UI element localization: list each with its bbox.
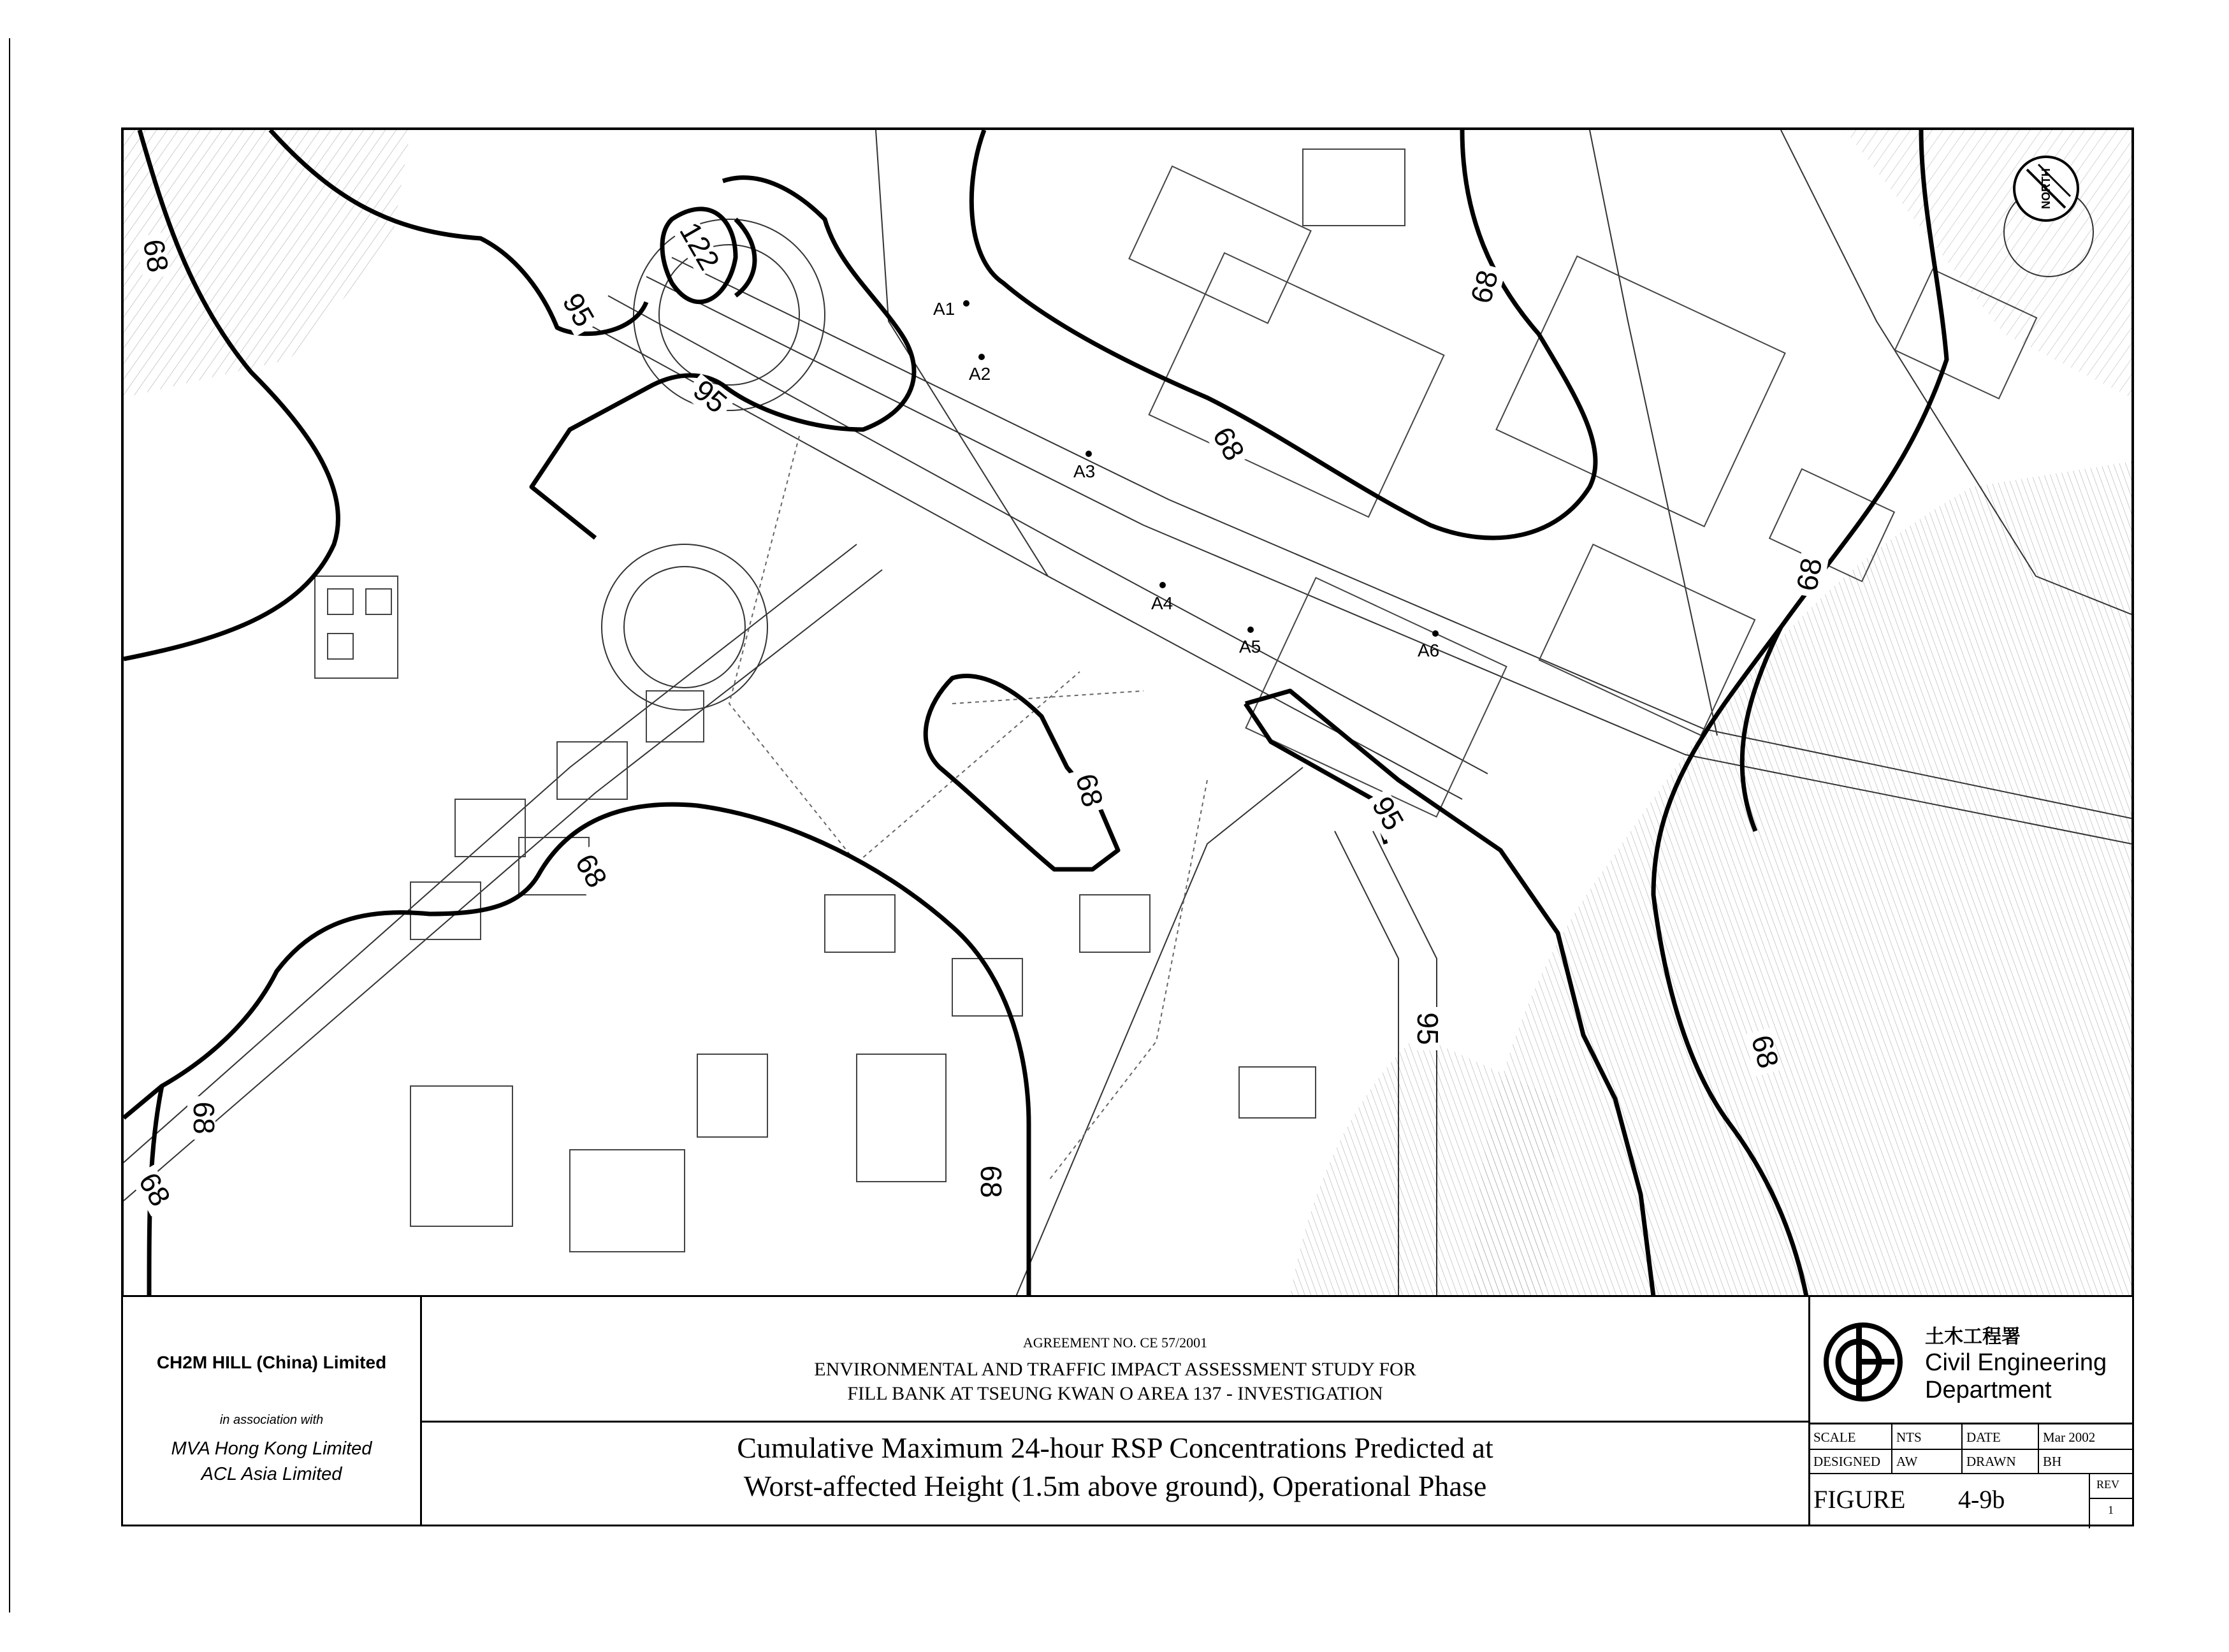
- contour-label-68: 68: [1206, 421, 1252, 467]
- contour-label-95: 95: [556, 287, 602, 333]
- department-name-line1: Civil Engineering: [1925, 1349, 2107, 1376]
- receiver-a1-marker: [963, 300, 969, 307]
- contour-label-68: 68: [136, 236, 175, 275]
- receiver-a1-label: A1: [933, 299, 955, 319]
- association-text: in association with: [219, 1413, 324, 1427]
- scale-value: NTS: [1896, 1430, 1922, 1445]
- rev-label: REV: [2096, 1478, 2119, 1491]
- receiver-a6-label: A6: [1418, 641, 1440, 660]
- receiver-a5-label: A5: [1239, 637, 1261, 656]
- designed-label: DESIGNED: [1813, 1454, 1880, 1469]
- consultant-name: CH2M HILL (China) Limited: [156, 1352, 387, 1372]
- receiver-a2-marker: [978, 354, 985, 360]
- rev-value: 1: [2108, 1503, 2114, 1516]
- site-boundaries: [729, 436, 1207, 1182]
- page-edge-line: [9, 38, 10, 1612]
- north-arrow-label: NORTH: [2040, 168, 2052, 209]
- drawing-info-grid: [1808, 1423, 2134, 1526]
- agreement-number: AGREEMENT NO. CE 57/2001: [1022, 1335, 1208, 1351]
- designed-value: AW: [1896, 1454, 1918, 1469]
- contour-label-95: 95: [1365, 790, 1411, 836]
- partner-acl: ACL Asia Limited: [201, 1464, 342, 1484]
- figure-number: 4-9b: [1958, 1485, 2005, 1514]
- contour-label-68: 68: [1463, 266, 1505, 307]
- date-value: Mar 2002: [2043, 1430, 2096, 1445]
- receiver-a5-marker: [1247, 627, 1254, 633]
- contour-label-68: 68: [569, 848, 614, 894]
- north-arrow: [2014, 157, 2078, 221]
- drawn-value: BH: [2043, 1454, 2062, 1469]
- receiver-a2-label: A2: [969, 364, 991, 384]
- partner-mva: MVA Hong Kong Limited: [171, 1438, 372, 1459]
- department-name-line2: Department: [1925, 1377, 2052, 1403]
- receiver-a4-marker: [1159, 582, 1166, 588]
- figure-label: FIGURE: [1813, 1485, 1906, 1514]
- receiver-a3-marker: [1085, 451, 1092, 457]
- contour-95-loop: [1245, 704, 1386, 844]
- contour-68-southwest: [124, 804, 1029, 1296]
- receiver-a6-marker: [1432, 630, 1439, 637]
- drawn-label: DRAWN: [1966, 1454, 2016, 1469]
- study-title-line1: ENVIRONMENTAL AND TRAFFIC IMPACT ASSESSMENT STUDY FOR: [814, 1359, 1416, 1380]
- contour-label-95: 95: [1411, 1012, 1444, 1045]
- contour-label-68: 68: [187, 1101, 221, 1134]
- date-label: DATE: [1966, 1430, 2001, 1445]
- receiver-a3-label: A3: [1073, 461, 1096, 481]
- contour-label-68: 68: [975, 1165, 1008, 1198]
- contour-label-68: 68: [1069, 770, 1110, 811]
- contour-map: [124, 130, 2131, 1296]
- contour-label-68: 68: [132, 1166, 178, 1212]
- contour-label-68: 68: [1745, 1031, 1786, 1072]
- study-title-line2: FILL BANK AT TSEUNG KWAN O AREA 137 - INVESTIGATION: [847, 1383, 1383, 1404]
- department-chinese-name: 土木工程署: [1925, 1326, 2021, 1348]
- contour-95-main: [532, 178, 914, 538]
- scale-label: SCALE: [1813, 1430, 1856, 1445]
- hillside-hatching: [124, 130, 2131, 1296]
- contour-label-95: 95: [686, 373, 734, 420]
- contour-label-122: 122: [673, 216, 727, 276]
- study-title-panel: [422, 1295, 1808, 1423]
- consultant-panel: [121, 1295, 422, 1526]
- figure-title-line1: Cumulative Maximum 24-hour RSP Concentrations Predicted at: [737, 1431, 1493, 1464]
- contour-label-68: 68: [1790, 555, 1829, 593]
- receiver-a4-label: A4: [1151, 593, 1173, 613]
- figure-title-line2: Worst-affected Height (1.5m above ground), Operational Phase: [743, 1470, 1487, 1502]
- department-logo: [1822, 1321, 1905, 1403]
